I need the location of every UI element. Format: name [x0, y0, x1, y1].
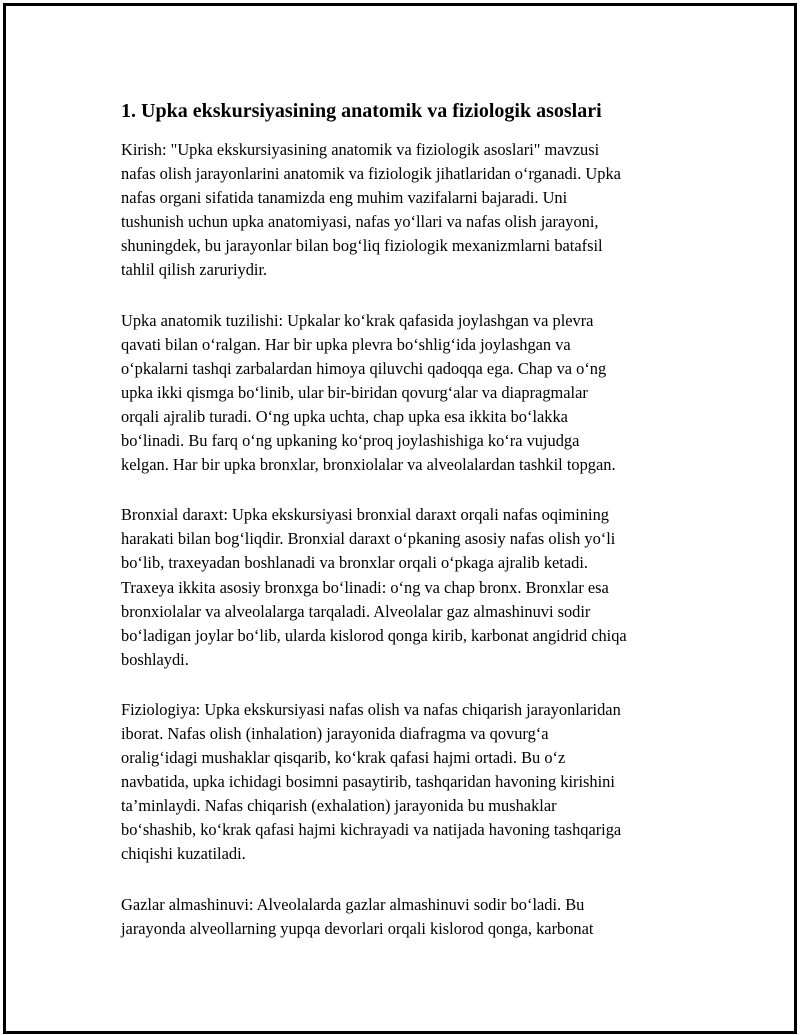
text-line: nafas olish jarayonlarini anatomik va fiziologik jihatlaridan o‘rganadi. Upka — [121, 164, 621, 184]
text-line: Gazlar almashinuvi: Alveolalarda gazlar almashinuvi sodir bo‘ladi. Bu — [121, 894, 585, 914]
text-line: Upka anatomik tuzilishi: Upkalar ko‘krak qafasida joylashgan va plevra — [121, 310, 594, 330]
text-line: tushunish uchun upka anatomiyasi, nafas yo‘llari va nafas olish jarayoni, — [121, 212, 599, 232]
text-line: bo‘ladigan joylar bo‘lib, ularda kislorod qonga kirib, karbonat angidrid chiqa — [121, 625, 627, 645]
text-line: Bronxial daraxt: Upka ekskursiyasi bronxial daraxt orqali nafas oqimining — [121, 505, 609, 525]
text-line: bo‘shashib, ko‘krak qafasi hajmi kichrayadi va natijada havoning tashqariga — [121, 820, 622, 840]
text-line: harakati bilan bog‘liqdir. Bronxial daraxt o‘pkaning asosiy nafas olish yo‘li — [121, 529, 616, 549]
text-line: orqali ajralib turadi. O‘ng upka uchta, chap upka esa ikkita bo‘lakka — [121, 406, 568, 426]
text-line: ta’minlaydi. Nafas chiqarish (exhalation) jarayonida bu mushaklar — [121, 796, 557, 816]
text-line: o‘pkalarni tashqi zarbalardan himoya qiluvchi qadoqqa ega. Chap va o‘ng — [121, 358, 607, 378]
text-line: navbatida, upka ichidagi bosimni pasaytirib, tashqaridan havoning kirishini — [121, 772, 615, 792]
text-line: chiqishi kuzatiladi. — [121, 844, 246, 864]
text-line: kelgan. Har bir upka bronxlar, bronxiolalar va alveolalardan tashkil topgan. — [121, 455, 616, 475]
paragraph-physiology — [121, 698, 701, 867]
text-line: bo‘lib, traxeyadan boshlanadi va bronxlar orqali o‘pkaga ajralib ketadi. — [121, 553, 588, 573]
text-line: oralig‘idagi mushaklar qisqarib, ko‘krak qafasi hajmi ortadi. Bu o‘z — [121, 748, 566, 768]
text-line: qavati bilan o‘ralgan. Har bir upka plevra bo‘shlig‘ida joylashgan va — [121, 334, 571, 354]
text-line: Fiziologiya: Upka ekskursiyasi nafas olish va nafas chiqarish jarayonlaridan — [121, 699, 621, 719]
text-line: Kirish: "Upka ekskursiyasining anatomik va fiziologik asoslari" mavzusi — [121, 140, 600, 159]
text-line: tahlil qilish zaruriydir. — [121, 260, 268, 280]
paragraph-bronchial-tree — [121, 503, 701, 672]
text-line: upka ikki qismga bo‘linib, ular bir-biridan qovurg‘alar va diapragmalar — [121, 382, 588, 402]
text-line: nafas organi sifatida tanamizda eng muhim vazifalarni bajaradi. Uni — [121, 188, 568, 208]
page-frame — [3, 3, 797, 1034]
text-line: iborat. Nafas olish (inhalation) jarayonida diafragma va qovurg‘a — [121, 723, 549, 743]
paragraph-gas-exchange — [121, 893, 701, 941]
text-line: bo‘linadi. Bu farq o‘ng upkaning ko‘proq joylashishiga ko‘ra vujudga — [121, 431, 580, 451]
document-heading: 1. Upka ekskursiyasining anatomik va fiziologik asoslari — [121, 100, 602, 122]
text-line: boshlaydi. — [121, 649, 189, 669]
paragraph-introduction — [121, 138, 701, 283]
text-line: Traxeya ikkita asosiy bronxga bo‘linadi: o‘ng va chap bronx. Bronxlar esa — [121, 577, 609, 597]
paragraph-anatomy — [121, 309, 701, 478]
document-body — [121, 98, 701, 967]
text-line: shuningdek, bu jarayonlar bilan bog‘liq fiziologik mexanizmlarni batafsil — [121, 236, 603, 256]
text-line: bronxiolalar va alveolalarga tarqaladi. Alveolalar gaz almashinuvi sodir — [121, 601, 591, 621]
text-line: jarayonda alveollarning yupqa devorlari orqali kislorod qonga, karbonat — [121, 918, 594, 938]
